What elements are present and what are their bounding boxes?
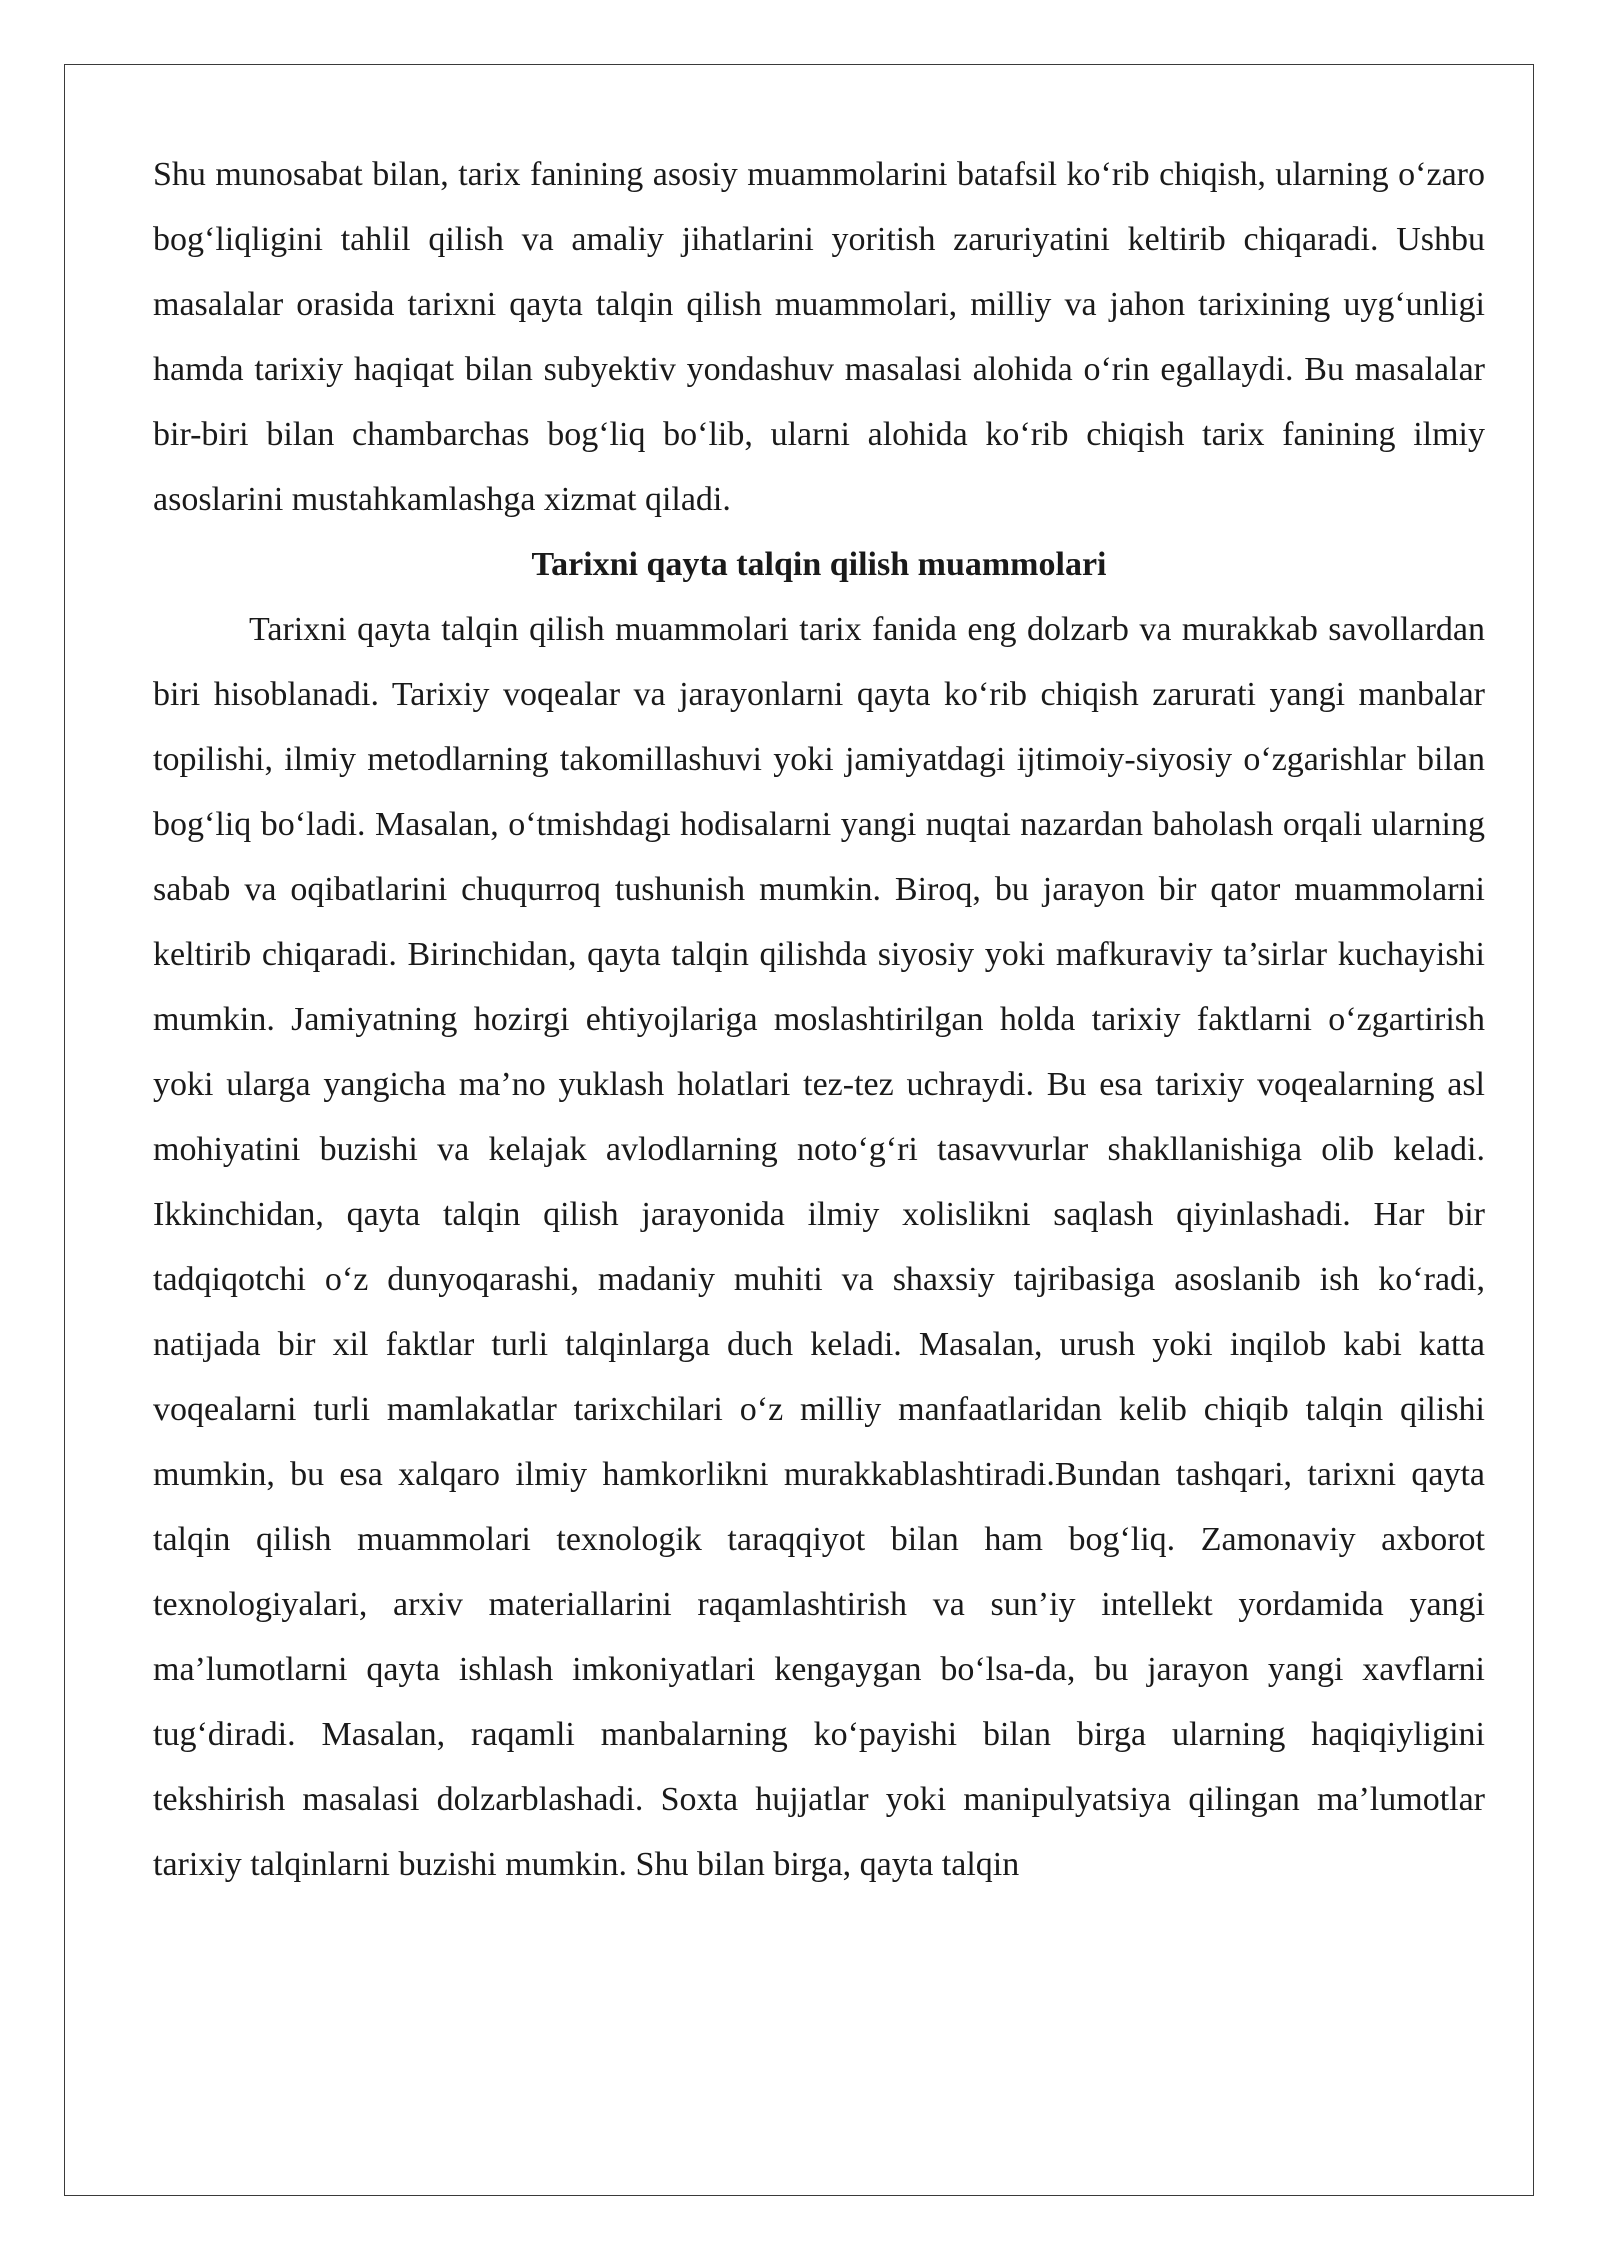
body-paragraph: Tarixni qayta talqin qilish muammolari tarix fanida eng dolzarb va murakkab savollardan biri hisoblanadi. Tarixiy voqealar va jarayonlarni qayta ko‘rib chiqish zarurati yangi manbalar topilishi, ilmiy metodlarning takomillashuvi yoki jamiyatdagi ijtimoiy-siyosiy o‘zgarishlar bilan bog‘liq bo‘ladi. Masalan, o‘tmishdagi hodisalarni yangi nuqtai nazardan baholash orqali ularning sabab va oqibatlarini chuqurroq tushunish mumkin. Biroq, bu jarayon bir qator muammolarni keltirib chiqaradi. Birinchidan, qayta talqin qilishda siyosiy yoki mafkuraviy ta’sirlar kuchayishi mumkin. Jamiyatning hozirgi ehtiyojlariga moslashtirilgan holda tarixiy faktlarni o‘zgartirish yoki ularga yangicha ma’no yuklash holatlari tez-tez uchraydi. Bu esa tarixiy voqealarning asl mohiyatini buzishi va kelajak avlodlarning noto‘g‘ri tasavvurlar shakllanishiga olib keladi. Ikkinchidan, qayta talqin qilish jarayonida ilmiy xolislikni saqlash qiyinlashadi. Har bir tadqiqotchi o‘z dunyoqarashi, madaniy muhiti va shaxsiy tajribasiga asoslanib ish ko‘radi, natijada bir xil faktlar turli talqinlarga duch keladi. Masalan, urush yoki inqilob kabi katta voqealarni turli mamlakatlar tarixchilari o‘z milliy manfaatlaridan kelib chiqib talqin qilishi mumkin, bu esa xalqaro ilmiy hamkorlikni murakkablashtiradi.Bundan tashqari, tarixni qayta talqin qilish muammolari texnologik taraqqiyot bilan ham bog‘liq. Zamonaviy axborot texnologiyalari, arxiv materiallarini raqamlashtirish va sun’iy intellekt yordamida yangi ma’lumotlarni qayta ishlash imkoniyatlari kengaygan bo‘lsa-da, bu jarayon yangi xavflarni tug‘diradi. Masalan, raqamli manbalarning ko‘payishi bilan birga ularning haqiqiyligini tekshirish masalasi dolzarblashadi. Soxta hujjatlar yoki manipulyatsiya qilingan ma’lumotlar tarixiy talqinlarni buzishi mumkin. Shu bilan birga, qayta talqin — [153, 611, 1485, 1883]
section-heading: Tarixni qayta talqin qilish muammolari — [531, 546, 1107, 583]
intro-paragraph: Shu munosabat bilan, tarix fanining asosiy muammolarini batafsil ko‘rib chiqish, ularning o‘zaro bog‘liqligini tahlil qilish va amaliy jihatlarini yoritish zaruriyatini keltirib chiqaradi. Ushbu masalalar orasida tarixni qayta talqin qilish muammolari, milliy va jahon tarixining uyg‘unligi hamda tarixiy haqiqat bilan subyektiv yondashuv masalasi alohida o‘rin egallaydi. Bu masalalar bir-biri bilan chambarchas bog‘liq bo‘lib, ularni alohida ko‘rib chiqish tarix fanining ilmiy asoslarini mustahkamlashga xizmat qiladi. — [153, 156, 1485, 518]
document-body — [153, 142, 1485, 1897]
